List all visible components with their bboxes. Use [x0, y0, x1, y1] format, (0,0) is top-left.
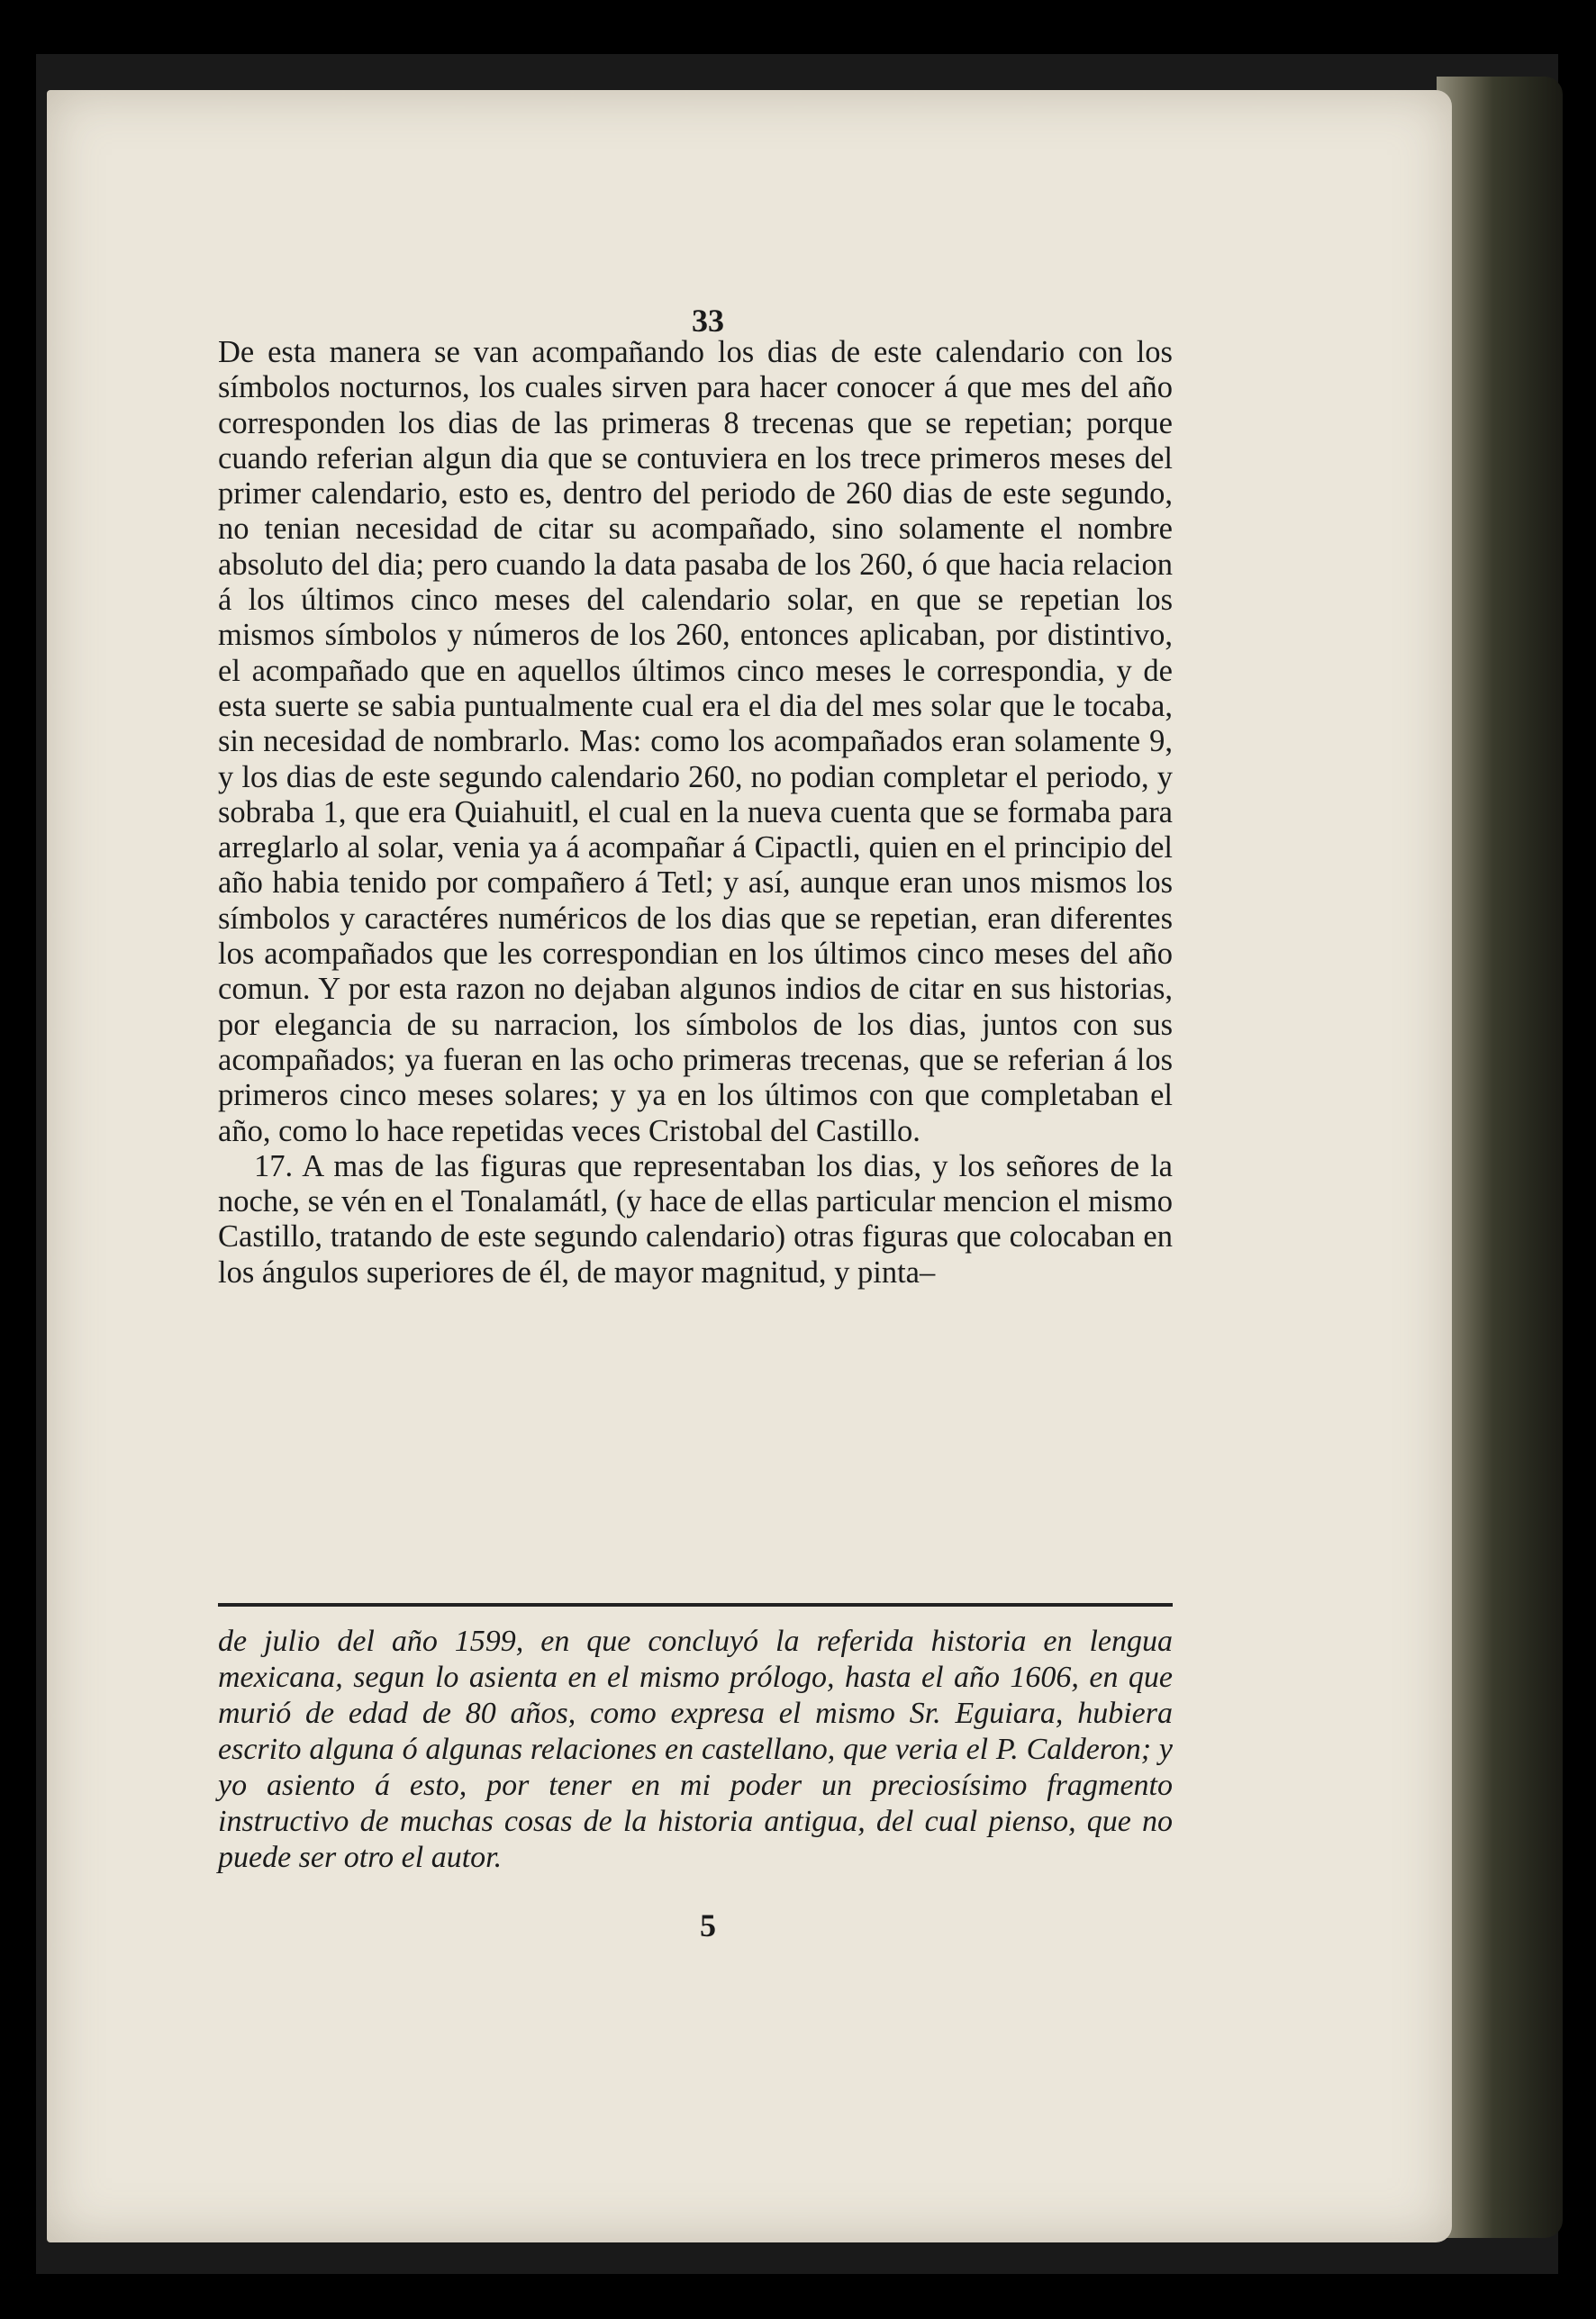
paragraph-1: De esta manera se van acompañando los dias de este calendario con los símbolos nocturnos, los cuales sirven para hacer conocer á que mes del año corresponden los dias de las primeras 8 trecenas que se repetian; porque cuando referian algun dia que se contuviera en los trece primeros meses del primer calendario, esto es, dentro del periodo de 260 dias de este segundo, no tenian necesidad de citar su acompañado, sino solamente el nombre absoluto del dia; pero cuando la data pasaba de los 260, ó que hacia relacion á los últimos cinco meses del calendario solar, en que se repetian los mismos símbolos y números de los 260, entonces aplicaban, por distintivo, el acompañado que en aquellos últimos cinco meses le correspondia, y de esta suerte se sabia puntualmente cual era el dia del mes solar que le tocaba, sin necesidad de nombrarlo. Mas: como los acompañados eran solamente 9, y los dias de este segundo calendario 260, no podian completar el periodo, y sobraba 1, que era Quiahuitl, el cual en la nueva cuenta que se formaba para arreglarlo al solar, venia ya á acompañar á Cipactli, quien en el principio del año habia tenido por compañero á Tetl; y así, aunque eran unos mismos los símbolos y caractéres numéricos de los dias que se repetian, eran diferentes los acompañados que les correspondian en los últimos cinco meses del año comun. Y por esta razon no dejaban algunos indios de citar en sus historias, por elegancia de su narracion, los símbolos de los dias, juntos con sus acompañados; ya fueran en las ocho primeras trecenas, que se referian á los primeros cinco meses solares; y ya en los últimos con que completaban el año, como lo hace repetidas veces Cristobal del Castillo. — [218, 335, 1173, 1148]
footnote-rule — [218, 1603, 1173, 1607]
signature-mark: 5 — [700, 1907, 716, 1943]
main-text — [218, 335, 1173, 1291]
book-cover-edge — [1437, 77, 1563, 2238]
page-number: 33 — [692, 303, 724, 339]
paragraph-2: 17. A mas de las figuras que representaban los dias, y los señores de la noche, se vén en el Tonalamátl, (y hace de ellas particular mencion el mismo Castillo, tratando de este segundo calendario) otras figuras que colocaban en los ángulos superiores de él, de mayor magnitud, y pinta– — [218, 1148, 1173, 1290]
footnote-text: de julio del año 1599, en que concluyó la referida historia en lengua mexicana, segun lo asienta en el mismo prólogo, hasta el año 1606, en que murió de edad de 80 años, como expresa el mismo Sr. Eguiara, hubiera escrito alguna ó algunas relaciones en castellano, que veria el P. Calderon; y yo asiento á esto, por tener en mi poder un preciosísimo fragmento instructivo de muchas cosas de la historia antigua, del cual pienso, que no puede ser otro el autor. — [218, 1625, 1173, 1874]
